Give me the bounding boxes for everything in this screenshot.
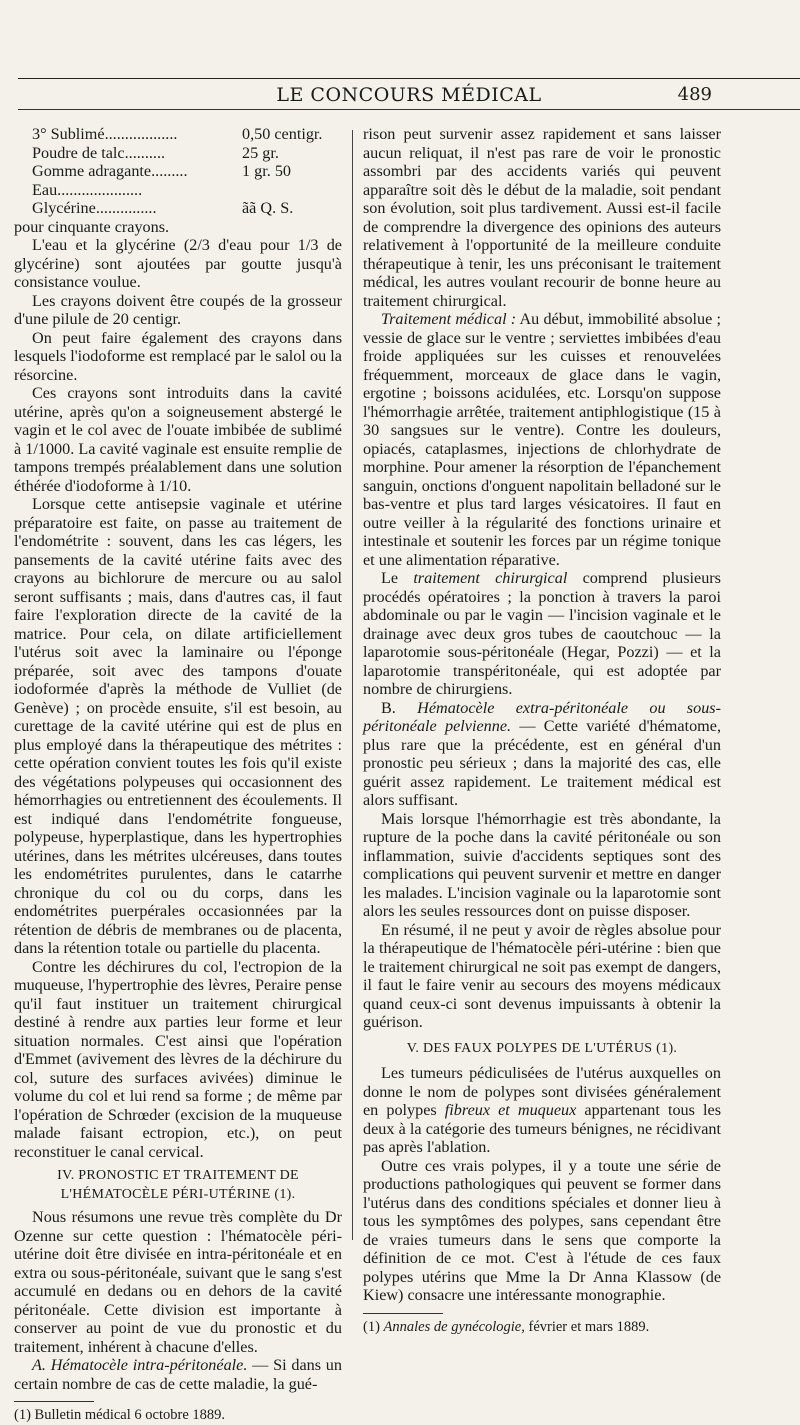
prescription-row [32,162,342,181]
ingredient: Gomme adragante......... [32,162,188,180]
footnote-rule [14,1401,94,1402]
prescription [14,125,342,218]
paragraph-text: Le [381,569,414,587]
paragraph-text: comprend plusieurs procédés opératoires ; la ponction à travers la paroi abdominale ou par le vagin — l'incision vaginale et le drainage avec deux gros tubes de caoutchouc — la laparotomie sous-péritonéale (Hegar, Pozzi) — et la laparotomie transpéritonéale, qui est adoptée par nombre de chirurgiens. [363,569,721,698]
page-header [18,82,800,108]
paragraph: On peut faire également des crayons dans lesquels l'iodoforme est remplacé par le salol ou la résorcine. [14,328,342,384]
header-rule [18,109,800,110]
paragraph: En résumé, il ne peut y avoir de règles absolue pour la thérapeutique de l'hématocèle péri-utérine : bien que le traitement chirurgical ne soit pas exempt de dangers, il faut le faire venir au secours des moyens médicaux quand ceux-ci sont devenus impuissants à obtenir la guérison. [363,920,721,1031]
prescription-row [32,144,342,163]
paragraph-text: B. [381,698,418,717]
column-divider [352,130,353,1240]
paragraph: Contre les déchirures du col, l'ectropion de la muqueuse, l'hypertrophie des lèvres, Peraire pense qu'il faut instituer un traitement chirurgical destiné à rendre aux parties leur forme et leur situation normales. C'est ainsi que l'opération d'Emmet (avivement des lèvres de la déchirure du col, suture des surfaces avivées) diminue le volume du col et lui rend sa forme ; de même par l'opération de Schrœder (excision de la muqueuse malade faisant ectropion, etc.), on peut reconstituer le canal cervical. [14,957,342,1161]
dose: ãã Q. S. [242,199,294,217]
footnote [363,1318,721,1337]
paragraph-text: appartenant tous les deux à la catégorie des tumeurs bénignes, ne récidivant pas après l'ablation. [363,1101,721,1156]
journal-title: LE CONCOURS MÉDICAL [276,84,542,106]
paragraph: pour cinquante crayons. [14,217,170,236]
prescription-row [32,125,342,144]
section-heading: IV. PRONOSTIC ET TRAITEMENT DE L'HÉMATOCÈLE PÉRI-UTÉRINE (1). [57,1168,299,1202]
subheading: A. Hématocèle intra-péritonéale. [32,1356,248,1374]
paragraph-text: Les tumeurs pédiculisées de l'utérus auxquelles on donne le nom de polypes sont divisées généralement en polypes [363,1064,721,1119]
paragraph: L'eau et la glycérine (2/3 d'eau pour 1/3 de glycérine) sont ajoutées par goutte jusqu'à consistance voulue. [14,236,342,291]
dose: 25 gr. [242,143,279,162]
dose: 0,50 centigr. [242,125,323,143]
paragraph: Les crayons doivent être coupés de la grosseur d'une pilule de 20 centigr. [14,291,342,328]
ingredient: Glycérine............... [32,199,157,217]
paragraph-text: — Si dans un certain nombre de cas de cette maladie, la gué- [14,1356,342,1393]
footnote: (1) Bulletin médical 6 octobre 1889. [14,1407,226,1423]
paragraph: Ces crayons sont introduits dans la cavité utérine, après qu'on a soigneusement abstergé le vagin et le col avec de l'ouate imbibée de sublimé à 1/1000. La cavité vaginale est ensuite remplie de tampons trempés préalablement dans une solution éthérée d'iodoforme à 1/10. [14,384,342,495]
paragraph: Mais lorsque l'hémorrhagie est très abondante, la rupture de la poche dans la cavité péritonéale ou son inflammation, suivie d'accidents septiques sont des complications qui peuvent survenir et mettre en danger les malades. L'incision vaginale ou la laparotomie sont alors les seules ressources dont on puisse disposer. [363,809,721,920]
left-column [14,125,342,1425]
ingredient: Eau..................... [32,180,143,199]
ingredient: 3° Sublimé.................. [32,125,178,143]
footnote-number: (1) [363,1318,384,1335]
paragraph-text: — Cette variété d'hématome, plus rare que la précédente, est en général d'un pronostic peu sérieux ; dans la majorité des cas, elle guérit assez rapidement. Le traitement médical est alors suffisant. [363,717,721,809]
paragraph: Nous résumons une revue très complète du Dr Ozenne sur cette question : l'hématocèle péri-utérine doit être divisée en intra-péritonéale et en extra ou sous-péritonéale, suivant que le sang s'est accumulé en dedans ou en dehors de la cavité péritonéale. Cette division est importante à conserver au point de vue du pronostic et du traitement, inhérent à chacune d'elles. [14,1208,342,1356]
paragraph [363,569,721,699]
dose: 1 gr. 50 [242,162,292,180]
emphasis: fibreux et muqueux [444,1101,577,1119]
section-heading: V. DES FAUX POLYPES DE L'UTÉRUS (1). [406,1040,678,1056]
footnote-rule [363,1313,443,1314]
paragraph: Lorsque cette antisepsie vaginale et utérine préparatoire est faite, on passe au traitement de l'endométrite : souvent, dans les cas légers, les pansements de la cavité utérine faits avec des crayons au bichlorure de mercure ou au salol seront suffisants ; mais, dans d'autres cas, il faut faire l'exploration directe de la cavité de la matrice. Pour cela, on dilate artificiellement l'utérus soit avec la laminaire ou l'éponge préparée, soit avec des tampons d'ouate iodoformée d'après la méthode de Vulliet (de Genève) ; on procède ensuite, s'il est besoin, au curettage de la cavité utérine qui est de plus en plus employé dans la thérapeutique des métrites : cette opération convient toutes les fois qu'il existe des végétations polypeuses qui occasionnent des hémorrhagies ou entretiennent des écoulements. Il est indiqué dans l'endométrite fongueuse, polypeuse, hyperplastique, dans les hypertrophies utérines, dans les métrites ulcéreuses, dans toutes les endométrites purulentes, dans le catarrhe chronique du col ou du corps, dans les endométrites puerpérales occasionnées par la rétention de débris de membranes ou de placenta, dans la rétention totale ou partielle du placenta. [14,495,342,957]
prescription-row [32,199,342,218]
subheading: Traitement médical : [381,310,517,328]
paragraph: Outre ces vrais polypes, il y a toute une série de productions pathologiques qui peuvent se former dans l'utérus dans des conditions spéciales et donner lieu à tous les symptômes des polypes, sans cependant être de vraies tumeurs dans le sens que comporte la définition de ce mot. C'est à l'étude de ces faux polypes utérins que Mme la Dr Anna Klassow (de Kiew) consacre une intéressante monographie. [363,1156,721,1304]
paragraph [363,1064,721,1157]
right-column [363,125,721,1336]
subheading: Hématocèle extra-péritonéale ou sous-péritonéale pelvienne. [363,698,721,735]
paragraph: rison peut survenir assez rapidement et sans laisser aucun reliquat, il n'est pas rare de voir le pronostic assombri par des accidents variés qui peuvent apparaître soit dès le début de la maladie, soit pendant son évolution, soit plus tardivement. Aussi est-il facile de comprendre la divergence des opinions des auteurs relativement à l'opportunité de la meilleure conduite thérapeutique à tenir, les uns préconisant le traitement médical, les autres voulant recourir de bonne heure au traitement chirurgical. [363,125,721,310]
page-number: 489 [677,84,712,105]
prescription-row [32,181,342,200]
paragraph [363,699,721,810]
subheading: traitement chirurgical [413,569,568,587]
paragraph-text: Au début, immobilité absolue ; vessie de glace sur le ventre ; serviettes imbibées d'eau froide appliquées sur les cuisses et renouvelées fréquemment, morceaux de glace dans le vagin, ergotine ; boissons acidulées, etc. Lorsqu'on suppose l'hémorrhagie arrêtée, traitement antiphlogistique (15 à 30 sangsues sur le ventre). Contre les douleurs, opiacés, cataplasmes, injections de chlorhydrate de morphine. Pour amener la résorption de l'épanchement sanguin, onctions d'onguent napolitain belladoné sur le bas-ventre et plus tard larges vésicatoires. Il faut en outre veiller à la régularité des fonctions urinaire et intestinale et soutenir les forces par un régime tonique et une alimentation réparative. [363,310,722,569]
ingredient: Poudre de talc.......... [32,143,166,162]
top-rule [18,78,800,79]
paragraph [14,1356,342,1393]
paragraph [363,310,721,569]
footnote-source: Annales de gynécologie, [383,1318,525,1335]
footnote-text: février et mars 1889. [524,1318,650,1335]
